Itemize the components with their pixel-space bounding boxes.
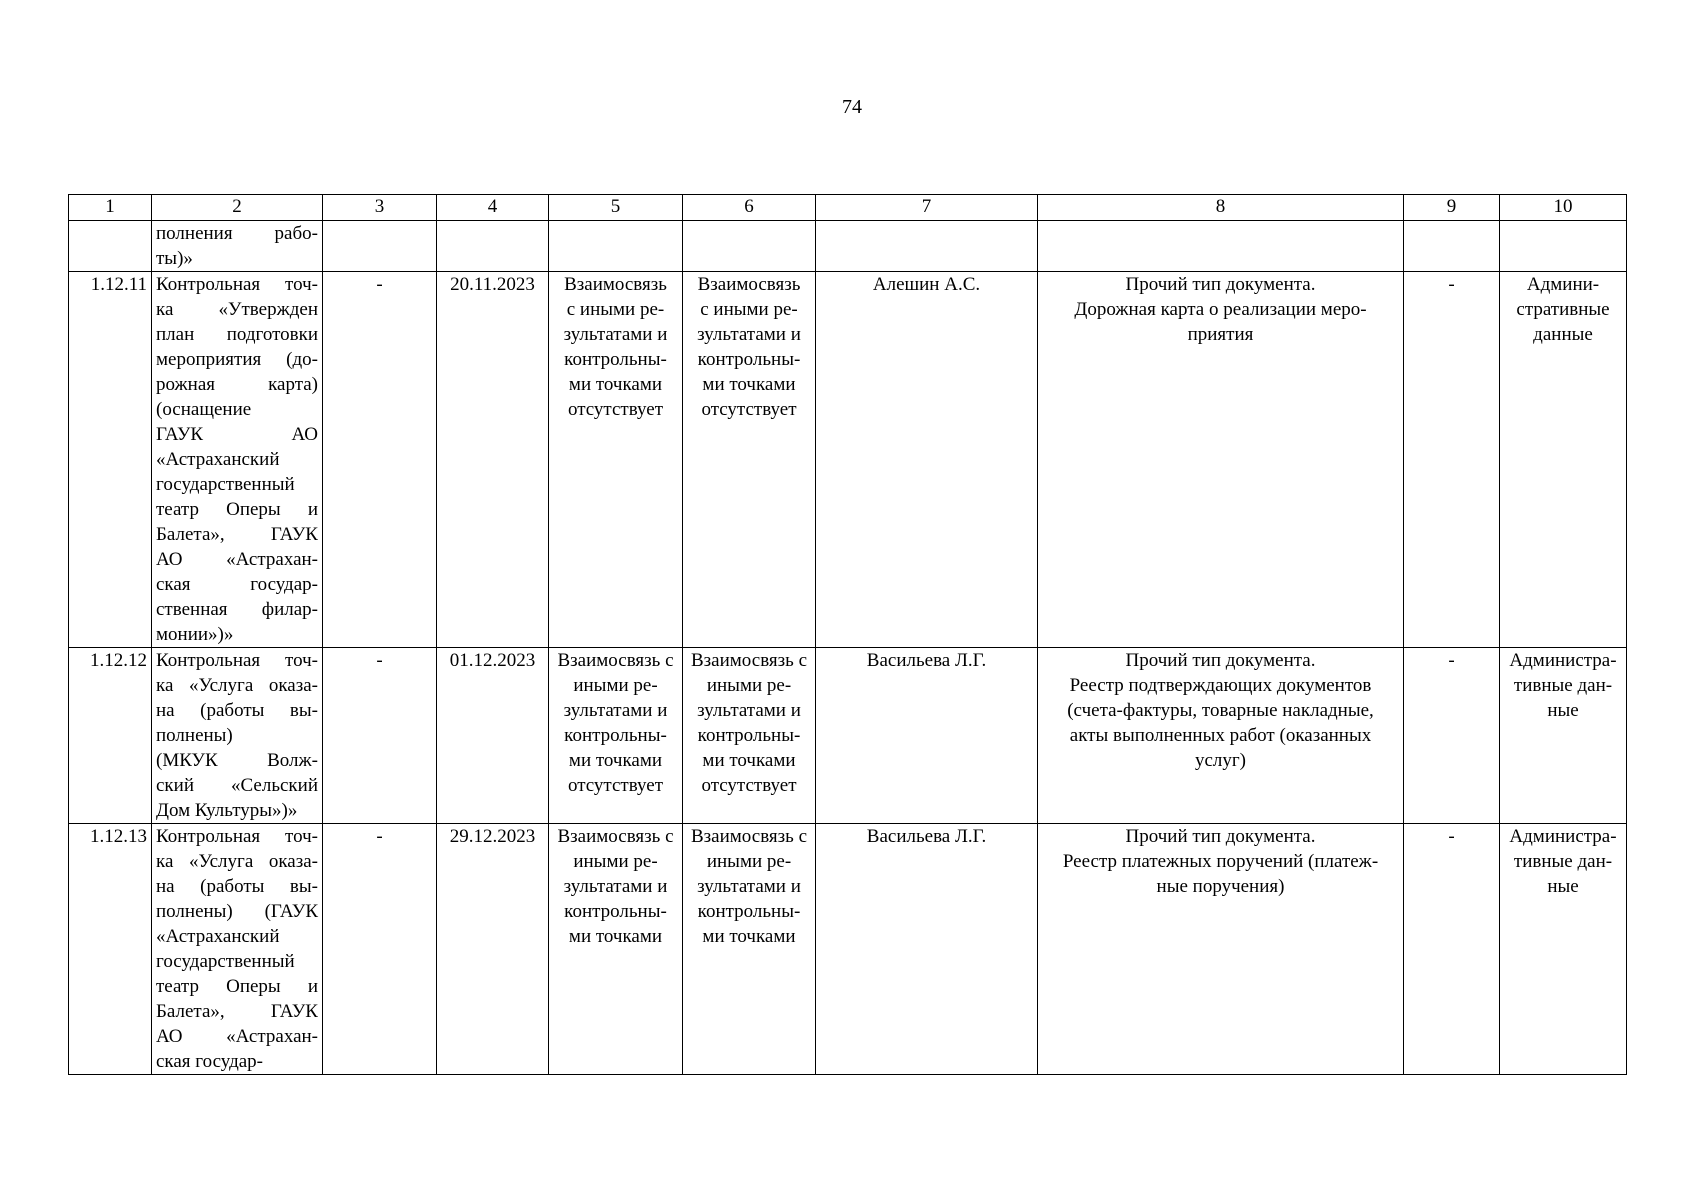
cell-line: отсутствует — [567, 775, 664, 796]
cell-line: Взаимосвязь с — [557, 826, 674, 847]
table-row — [69, 221, 1627, 272]
cell-line: контрольны- — [564, 901, 667, 922]
cell-line: АО «Астрахан- — [156, 1026, 318, 1047]
cell-line: государственный — [156, 951, 295, 972]
cell-line: зультатами и — [697, 876, 801, 897]
cell-line: контрольны- — [697, 349, 801, 370]
responsible-cell — [816, 221, 1038, 272]
responsible-cell: Васильева Л.Г. — [816, 648, 1038, 824]
table-row — [69, 648, 1627, 824]
date-cell — [437, 221, 549, 272]
cell-line: Прочий тип документа. — [1125, 650, 1316, 671]
relation-cell — [549, 221, 683, 272]
column-header: 10 — [1500, 195, 1627, 221]
document-type-cell — [1038, 221, 1404, 272]
cell-line: отсутствует — [701, 399, 797, 420]
cell-line: Админи- — [1526, 274, 1600, 295]
column-3-cell: - — [323, 272, 437, 648]
row-number-cell: 1.12.12 — [69, 648, 152, 824]
cell-line: приятия — [1187, 324, 1254, 345]
table-row — [69, 272, 1627, 648]
date-cell: 29.12.2023 — [437, 824, 549, 1075]
cell-line: (счета-фактуры, товарные накладные, — [1067, 700, 1374, 721]
responsible-cell: Васильева Л.Г. — [816, 824, 1038, 1075]
cell-line: тивные дан- — [1513, 675, 1613, 696]
plan-table — [68, 194, 1627, 1075]
cell-line: рожная карта) — [156, 374, 318, 395]
column-header: 3 — [323, 195, 437, 221]
table-row — [69, 824, 1627, 1075]
cell-line: с иными ре- — [566, 299, 665, 320]
column-3-cell — [323, 221, 437, 272]
cell-line: монии»)» — [156, 624, 234, 645]
control-point-name-cell — [152, 221, 323, 272]
cell-line: ский «Сельский — [156, 775, 318, 796]
row-number-cell: 1.12.11 — [69, 272, 152, 648]
cell-line: Дорожная карта о реализации меро- — [1074, 299, 1367, 320]
cell-line: театр Оперы и — [156, 499, 318, 520]
relation-cell — [683, 648, 816, 824]
cell-line: Балета», ГАУК — [156, 1001, 318, 1022]
column-header: 6 — [683, 195, 816, 221]
cell-line: на (работы вы- — [156, 700, 318, 721]
cell-line: Реестр платежных поручений (платеж- — [1062, 851, 1379, 872]
column-header: 7 — [816, 195, 1038, 221]
cell-line: контрольны- — [697, 901, 801, 922]
cell-line: полнения рабо- — [156, 223, 318, 244]
cell-line: Контрольная точ- — [156, 274, 318, 295]
cell-line: Взаимосвязь с — [557, 650, 674, 671]
control-point-name-cell — [152, 648, 323, 824]
cell-line: тивные дан- — [1513, 851, 1613, 872]
relation-cell — [549, 272, 683, 648]
cell-line: ные — [1547, 700, 1579, 721]
cell-line: контрольны- — [564, 725, 667, 746]
data-source-cell — [1500, 221, 1627, 272]
cell-line: Дом Культуры»)» — [156, 800, 298, 821]
cell-line: полнены) — [156, 725, 233, 746]
cell-line: ные — [1547, 876, 1579, 897]
cell-line: АО «Астрахан- — [156, 549, 318, 570]
cell-line: ми точками — [702, 750, 796, 771]
cell-line: ская государ- — [156, 574, 318, 595]
date-cell: 01.12.2023 — [437, 648, 549, 824]
data-source-cell — [1500, 272, 1627, 648]
cell-line: ми точками — [568, 750, 663, 771]
cell-line: «Астраханский — [156, 449, 280, 470]
document-type-cell — [1038, 272, 1404, 648]
row-number-cell — [69, 221, 152, 272]
cell-line: Контрольная точ- — [156, 826, 318, 847]
cell-line: Прочий тип документа. — [1125, 274, 1316, 295]
cell-line: Балета», ГАУК — [156, 524, 318, 545]
column-header: 2 — [152, 195, 323, 221]
cell-line: ми точками — [702, 926, 796, 947]
cell-line: ты)» — [156, 248, 193, 269]
relation-cell — [549, 824, 683, 1075]
cell-line: акты выполненных работ (оказанных — [1069, 725, 1372, 746]
cell-line: иными ре- — [573, 851, 658, 872]
cell-line: Взаимосвязь — [697, 274, 801, 295]
date-cell: 20.11.2023 — [437, 272, 549, 648]
cell-line: Администра- — [1509, 650, 1617, 671]
cell-line: зультатами и — [697, 700, 801, 721]
cell-line: ми точками — [702, 374, 796, 395]
document-type-cell — [1038, 824, 1404, 1075]
cell-line: Взаимосвязь с — [690, 826, 808, 847]
cell-line: (оснащение — [156, 399, 252, 420]
column-9-cell — [1404, 221, 1500, 272]
cell-line: на (работы вы- — [156, 876, 318, 897]
column-9-cell: - — [1404, 824, 1500, 1075]
cell-line: иными ре- — [573, 675, 658, 696]
cell-line: контрольны- — [697, 725, 801, 746]
control-point-name-cell — [152, 824, 323, 1075]
cell-line: зультатами и — [563, 876, 668, 897]
cell-line: (МКУК Волж- — [156, 750, 318, 771]
cell-line: отсутствует — [567, 399, 664, 420]
cell-line: Взаимосвязь с — [690, 650, 808, 671]
column-header: 5 — [549, 195, 683, 221]
cell-line: государственный — [156, 474, 295, 495]
data-source-cell — [1500, 648, 1627, 824]
cell-line: данные — [1533, 324, 1593, 345]
column-3-cell: - — [323, 824, 437, 1075]
cell-line: иными ре- — [706, 851, 792, 872]
page-number: 74 — [842, 96, 862, 118]
cell-line: «Астраханский — [156, 926, 280, 947]
cell-line: иными ре- — [706, 675, 792, 696]
cell-line: ская государ- — [156, 1051, 264, 1072]
cell-line: полнены) (ГАУК — [156, 901, 318, 922]
cell-line: зультатами и — [697, 324, 801, 345]
cell-line: ГАУК АО — [156, 424, 318, 445]
column-header: 9 — [1404, 195, 1500, 221]
table-body — [69, 221, 1627, 1075]
data-source-cell — [1500, 824, 1627, 1075]
relation-cell — [549, 648, 683, 824]
cell-line: Прочий тип документа. — [1125, 826, 1316, 847]
cell-line: услуг) — [1194, 750, 1247, 771]
control-point-name-cell — [152, 272, 323, 648]
cell-line: ка «Услуга оказа- — [156, 851, 318, 872]
cell-line: с иными ре- — [700, 299, 798, 320]
cell-line: зультатами и — [563, 700, 668, 721]
cell-line: ми точками — [568, 374, 663, 395]
column-3-cell: - — [323, 648, 437, 824]
cell-line: ми точками — [568, 926, 663, 947]
row-number-cell: 1.12.13 — [69, 824, 152, 1075]
cell-line: план подготовки — [156, 324, 318, 345]
cell-line: контрольны- — [564, 349, 667, 370]
cell-line: ка «Услуга оказа- — [156, 675, 318, 696]
document-type-cell — [1038, 648, 1404, 824]
cell-line: театр Оперы и — [156, 976, 318, 997]
column-header: 8 — [1038, 195, 1404, 221]
cell-line: отсутствует — [701, 775, 797, 796]
column-9-cell: - — [1404, 648, 1500, 824]
column-header: 1 — [69, 195, 152, 221]
column-9-cell: - — [1404, 272, 1500, 648]
cell-line: Контрольная точ- — [156, 650, 318, 671]
cell-line: Реестр подтверждающих документов — [1069, 675, 1372, 696]
cell-line: Администра- — [1509, 826, 1617, 847]
cell-line: стративные — [1516, 299, 1610, 320]
cell-line: ственная филар- — [156, 599, 318, 620]
relation-cell — [683, 272, 816, 648]
cell-line: ка «Утвержден — [156, 299, 318, 320]
cell-line: Взаимосвязь — [564, 274, 667, 295]
responsible-cell: Алешин А.С. — [816, 272, 1038, 648]
header-row — [69, 195, 1627, 221]
relation-cell — [683, 824, 816, 1075]
column-header: 4 — [437, 195, 549, 221]
relation-cell — [683, 221, 816, 272]
cell-line: ные поручения) — [1156, 876, 1285, 897]
cell-line: зультатами и — [563, 324, 668, 345]
cell-line: мероприятия (до- — [156, 349, 318, 370]
